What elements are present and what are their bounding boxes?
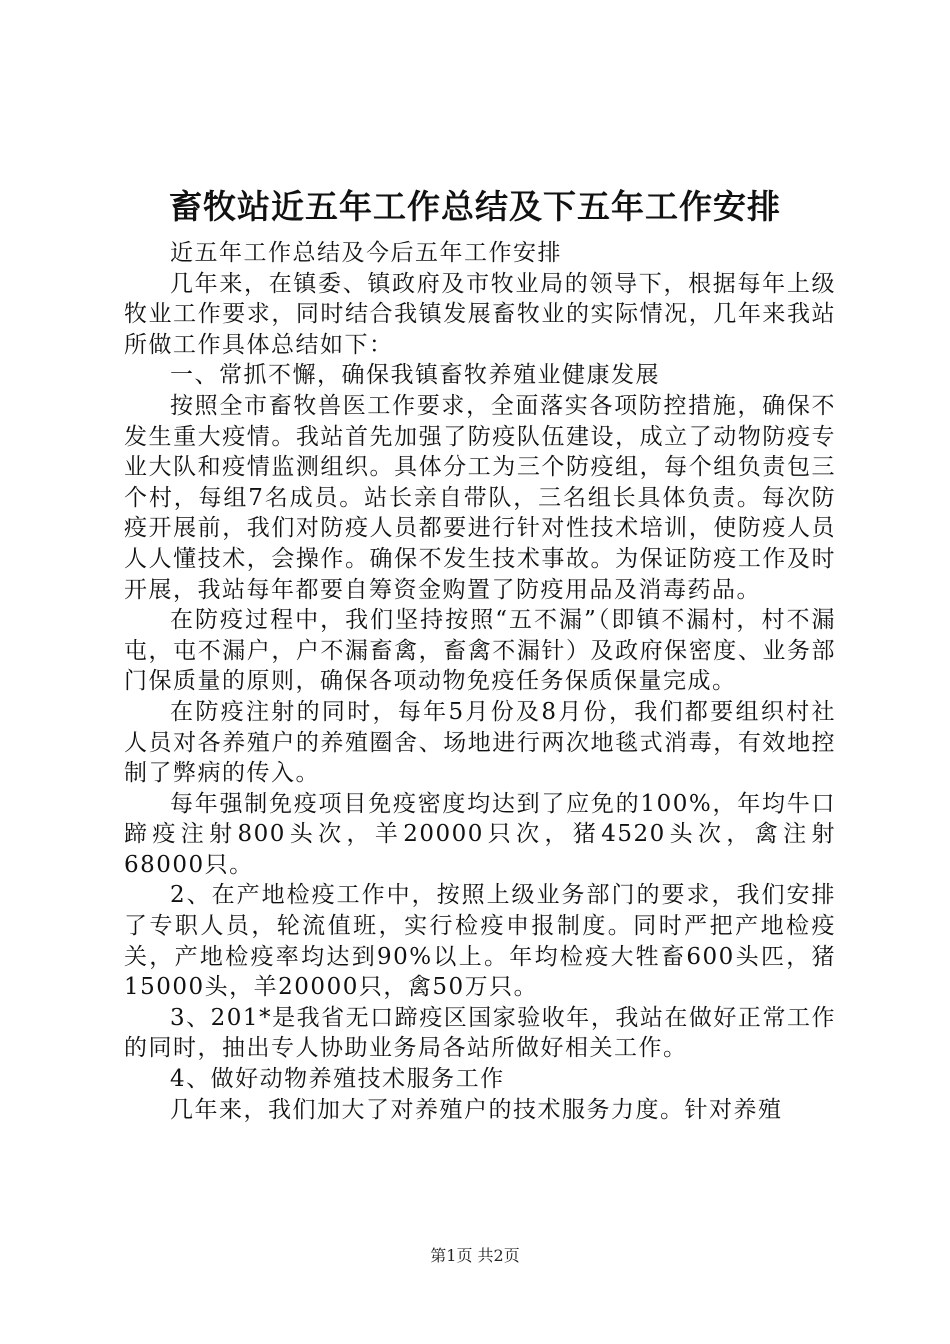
- body-paragraph: 按照全市畜牧兽医工作要求，全面落实各项防控措施，确保不发生重大疫情。我站首先加强了防疫队伍建设，成立了动物防疫专业大队和疫情监测组织。具体分工为三个防疫组，每个组负责包三个村，每组7名成员。站长亲自带队，三名组长具体负责。每次防疫开展前，我们对防疫人员都要进行针对性技术培训，使防疫人员人人懂技术，会操作。确保不发生技术事故。为保证防疫工作及时开展，我站每年都要自筹资金购置了防疫用品及消毒药品。: [124, 392, 836, 603]
- section-heading-four: 4、做好动物养殖技术服务工作: [170, 1066, 505, 1093]
- section-heading-one: 一、常抓不懈，确保我镇畜牧养殖业健康发展: [170, 362, 660, 389]
- body-paragraph: 在防疫过程中，我们坚持按照“五不漏”（即镇不漏村，村不漏屯，屯不漏户，户不漏畜禽，畜禽不漏针）及政府保密度、业务部门保质量的原则，确保各项动物免疫任务保质保量完成。: [124, 607, 836, 695]
- body-paragraph: 在防疫注射的同时，每年5月份及8月份，我们都要组织村社人员对各养殖户的养殖圈舍、场地进行两次地毯式消毒，有效地控制了弊病的传入。: [124, 698, 836, 787]
- body-paragraph: 3、201*是我省无口蹄疫区国家验收年，我站在做好正常工作的同时，抽出专人协助业务局各站所做好相关工作。: [124, 1004, 836, 1062]
- document-title: 畜牧站近五年工作总结及下五年工作安排: [169, 187, 781, 226]
- document-body: [124, 238, 836, 1125]
- page-footer: 第1页 共2页: [430, 1246, 520, 1265]
- body-paragraph: 2、在产地检疫工作中，按照上级业务部门的要求，我们安排了专职人员，轮流值班，实行检疫申报制度。同时严把产地检疫关，产地检疫率均达到90%以上。年均检疫大牲畜600头匹，猪15000头，羊20000只，禽50万只。: [124, 882, 836, 1001]
- body-paragraph: 几年来，我们加大了对养殖户的技术服务力度。针对养殖: [170, 1096, 783, 1123]
- intro-paragraph: 几年来，在镇委、镇政府及市牧业局的领导下，根据每年上级牧业工作要求，同时结合我镇发展畜牧业的实际情况，几年来我站所做工作具体总结如下：: [124, 270, 836, 358]
- subtitle-paragraph: 近五年工作总结及今后五年工作安排: [170, 240, 562, 266]
- body-paragraph: 每年强制免疫项目免疫密度均达到了应免的100%，年均牛口蹄疫注射800头次，羊20000只次，猪4520头次，禽注射68000只。: [124, 790, 836, 878]
